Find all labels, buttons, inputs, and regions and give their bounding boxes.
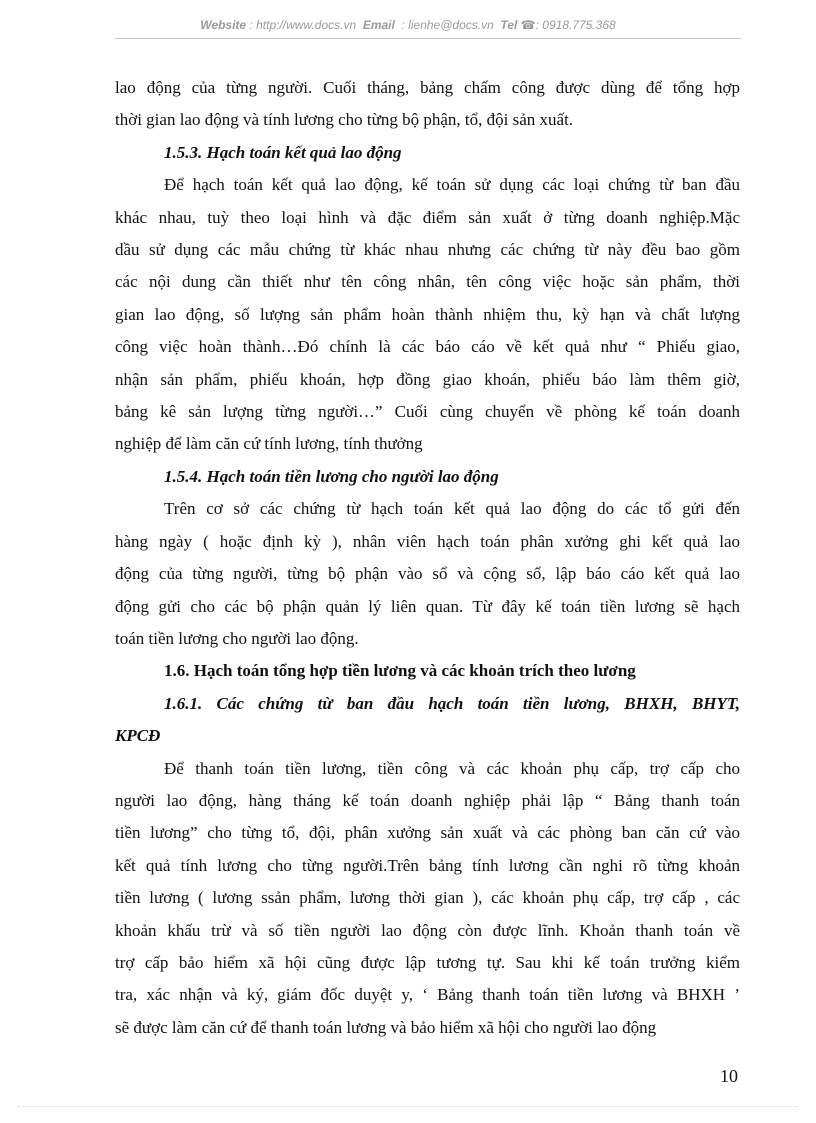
text-line: thời gian lao động và tính lương cho từng bộ phận, tổ, đội sản xuất. xyxy=(115,110,574,130)
text-line: nhận sản phẩm, phiếu khoán, hợp đồng giao khoán, phiếu báo làm thêm giờ, xyxy=(115,369,740,389)
text-line: lao động của từng người. Cuối tháng, bảng chấm công được dùng để tổng hợp xyxy=(115,78,740,97)
section-heading-1-6-1-cont: KPCĐ xyxy=(115,726,161,746)
text-line: động gửi cho các bộ phận quản lý liên quan. Từ đây kế toán tiền lương sẽ hạch xyxy=(115,596,740,616)
text-line: kết quả tính lương cho từng người.Trên bảng tính lương cần nghi rõ từng khoản xyxy=(115,855,740,875)
email-value: : lienhe@docs.vn xyxy=(401,18,494,32)
section-heading-1-5-4: 1.5.4. Hạch toán tiền lương cho người lao động xyxy=(164,466,499,486)
text-line: trợ cấp bảo hiểm xã hội cũng được lập tương tự. Sau khi kế toán trưởng kiểm xyxy=(115,952,740,972)
tel-value: ☎: 0918.775.368 xyxy=(520,18,616,32)
footer-divider xyxy=(18,1106,798,1107)
text-line: khoản khấu trừ và số tiền người lao động còn được lĩnh. Khoản thanh toán về xyxy=(115,920,740,940)
text-line: bảng kê sản lượng từng người…” Cuối cùng chuyển về phòng kế toán doanh xyxy=(115,402,740,422)
text-line: dầu sử dụng các mẫu chứng từ khác nhau nhưng các chứng từ này đều bao gồm xyxy=(115,240,740,260)
page-header xyxy=(0,18,816,32)
text-line: Để hạch toán kết quả lao động, kế toán sử dụng các loại chứng từ ban đầu xyxy=(164,175,740,195)
header-divider xyxy=(115,38,741,39)
text-line: người lao động, hàng tháng kế toán doanh nghiệp phải lập “ Bảng thanh toán xyxy=(115,790,740,810)
text-line: công việc hoàn thành…Đó chính là các báo cáo về kết quả như “ Phiếu giao, xyxy=(115,337,740,357)
text-line: nghiệp để làm căn cứ tính lương, tính thưởng xyxy=(115,434,423,454)
text-line: các nội dung cần thiết như tên công nhân, tên công việc hoặc sản phẩm, thời xyxy=(115,272,740,292)
text-line: tra, xác nhận và ký, giám đốc duyệt y, ‘ Bảng thanh toán tiền lương và BHXH ’ xyxy=(115,985,740,1005)
text-line: Để thanh toán tiền lương, tiền công và các khoản phụ cấp, trợ cấp cho xyxy=(164,758,740,778)
text-line: toán tiền lương cho người lao động. xyxy=(115,628,359,648)
text-line: tiền lương” cho từng tổ, đội, phân xưởng sản xuất và các phòng ban căn cứ vào xyxy=(115,823,740,843)
website-label: Website xyxy=(200,18,247,32)
page-number: 10 xyxy=(720,1066,738,1086)
section-heading-1-6: 1.6. Hạch toán tổng hợp tiền lương và các khoản trích theo lương xyxy=(164,661,636,681)
document-body xyxy=(115,72,740,1044)
text-line: gian lao động, số lượng sản phẩm hoàn thành nhiệm thu, kỳ hạn và chất lượng xyxy=(115,304,740,324)
text-line: Trên cơ sở các chứng từ hạch toán kết quả lao động do các tổ gửi đến xyxy=(164,499,740,519)
text-line: sẽ được làm căn cứ để thanh toán lương và bảo hiểm xã hội cho người lao động xyxy=(115,1017,657,1037)
text-line: khác nhau, tuỳ theo loại hình và đặc điểm sản xuất ở từng doanh nghiệp.Mặc xyxy=(115,207,740,227)
tel-label: Tel xyxy=(500,18,518,32)
website-value: : http://www.docs.vn xyxy=(249,18,357,32)
text-line: hàng ngày ( hoặc định kỳ ), nhân viên hạch toán phân xưởng ghi kết quả lao xyxy=(115,531,740,551)
text-line: tiền lương ( lương ssản phẩm, lương thời gian ), các khoản phụ cấp, trợ cấp , các xyxy=(115,888,740,908)
section-heading-1-5-3: 1.5.3. Hạch toán kết quả lao động xyxy=(164,142,402,162)
section-heading-1-6-1: 1.6.1. Các chứng từ ban đầu hạch toán tiền lương, BHXH, BHYT, xyxy=(164,693,740,713)
email-label: Email xyxy=(362,18,395,32)
text-line: động của từng người, từng bộ phận vào sổ và cộng sổ, lập báo cáo kết quả lao xyxy=(115,564,740,584)
